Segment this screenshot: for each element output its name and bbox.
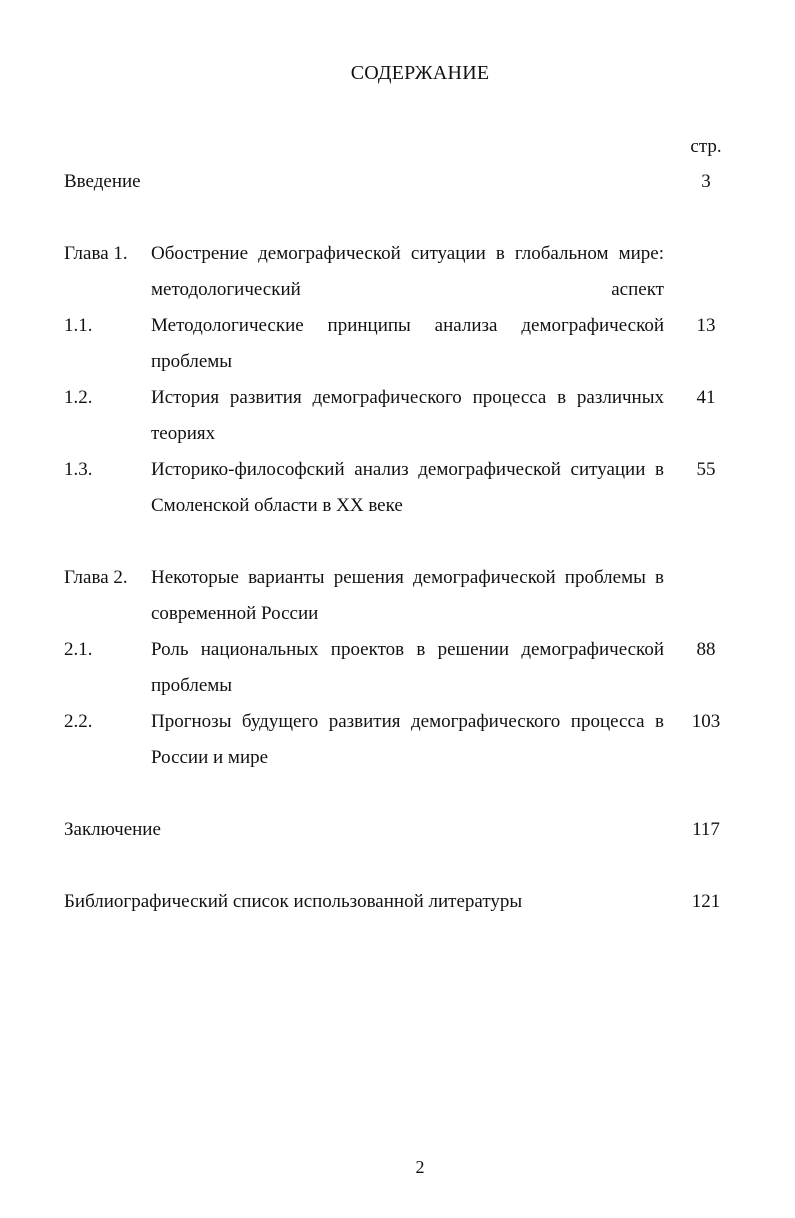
toc-section-title-line1: Прогнозы будущего развития демографического процесса в bbox=[151, 711, 664, 732]
toc-page-number: 3 bbox=[701, 171, 711, 192]
toc-section-title-line1: Роль национальных проектов в решении демографической bbox=[151, 639, 664, 660]
toc-section-number: 1.1. bbox=[64, 315, 93, 336]
toc-section-title-line2: Смоленской области в XX веке bbox=[151, 495, 403, 516]
toc-label: Библиографический список использованной литературы bbox=[64, 891, 523, 912]
page-column-header: стр. bbox=[690, 136, 722, 157]
toc-section-title-line2: проблемы bbox=[151, 675, 233, 696]
toc-section-number: 1.2. bbox=[64, 387, 93, 408]
toc-entry-bibliography[interactable] bbox=[0, 884, 795, 920]
toc-page-number: 117 bbox=[692, 819, 720, 840]
toc-page-number: 41 bbox=[696, 387, 716, 408]
toc-section-title-line1: Историко-философский анализ демографической ситуации в bbox=[151, 459, 664, 480]
toc-section-2-1[interactable] bbox=[0, 632, 795, 704]
toc-label: Заключение bbox=[64, 819, 161, 840]
toc-section-2-2[interactable] bbox=[0, 704, 795, 776]
page-title: СОДЕРЖАНИЕ bbox=[350, 62, 490, 84]
toc-chapter-title-line1: Некоторые варианты решения демографической проблемы в bbox=[151, 567, 664, 588]
toc-section-1-3[interactable] bbox=[0, 452, 795, 524]
toc-page-number: 103 bbox=[691, 711, 721, 732]
toc-section-1-1[interactable] bbox=[0, 308, 795, 380]
toc-chapter-2[interactable] bbox=[0, 560, 795, 632]
toc-section-1-2[interactable] bbox=[0, 380, 795, 452]
toc-chapter-1[interactable] bbox=[0, 236, 795, 308]
toc-section-title-line1: История развития демографического процесса в различных bbox=[151, 387, 664, 408]
toc-chapter-title-line2: методологический аспект bbox=[151, 279, 664, 300]
toc-chapter-number: Глава 1. bbox=[64, 243, 128, 264]
toc-section-number: 2.1. bbox=[64, 639, 93, 660]
toc-page-number: 55 bbox=[696, 459, 716, 480]
toc-chapter-number: Глава 2. bbox=[64, 567, 128, 588]
toc-page-number: 121 bbox=[691, 891, 721, 912]
toc-section-number: 2.2. bbox=[64, 711, 93, 732]
toc-section-number: 1.3. bbox=[64, 459, 93, 480]
page-number: 2 bbox=[415, 1157, 425, 1177]
toc-page-number: 13 bbox=[696, 315, 716, 336]
toc-chapter-title-line2: современной России bbox=[151, 603, 319, 624]
toc-chapter-title-line1: Обострение демографической ситуации в глобальном мире: bbox=[151, 243, 664, 264]
toc-section-title-line2: проблемы bbox=[151, 351, 233, 372]
toc-label: Введение bbox=[64, 171, 141, 192]
toc-page-number: 88 bbox=[696, 639, 716, 660]
toc-entry-conclusion[interactable] bbox=[0, 812, 795, 848]
toc-section-title-line2: России и мире bbox=[151, 747, 269, 768]
toc-section-title-line2: теориях bbox=[151, 423, 216, 444]
toc-section-title-line1: Методологические принципы анализа демографической bbox=[151, 315, 664, 336]
toc-entry-introduction[interactable] bbox=[0, 164, 795, 200]
